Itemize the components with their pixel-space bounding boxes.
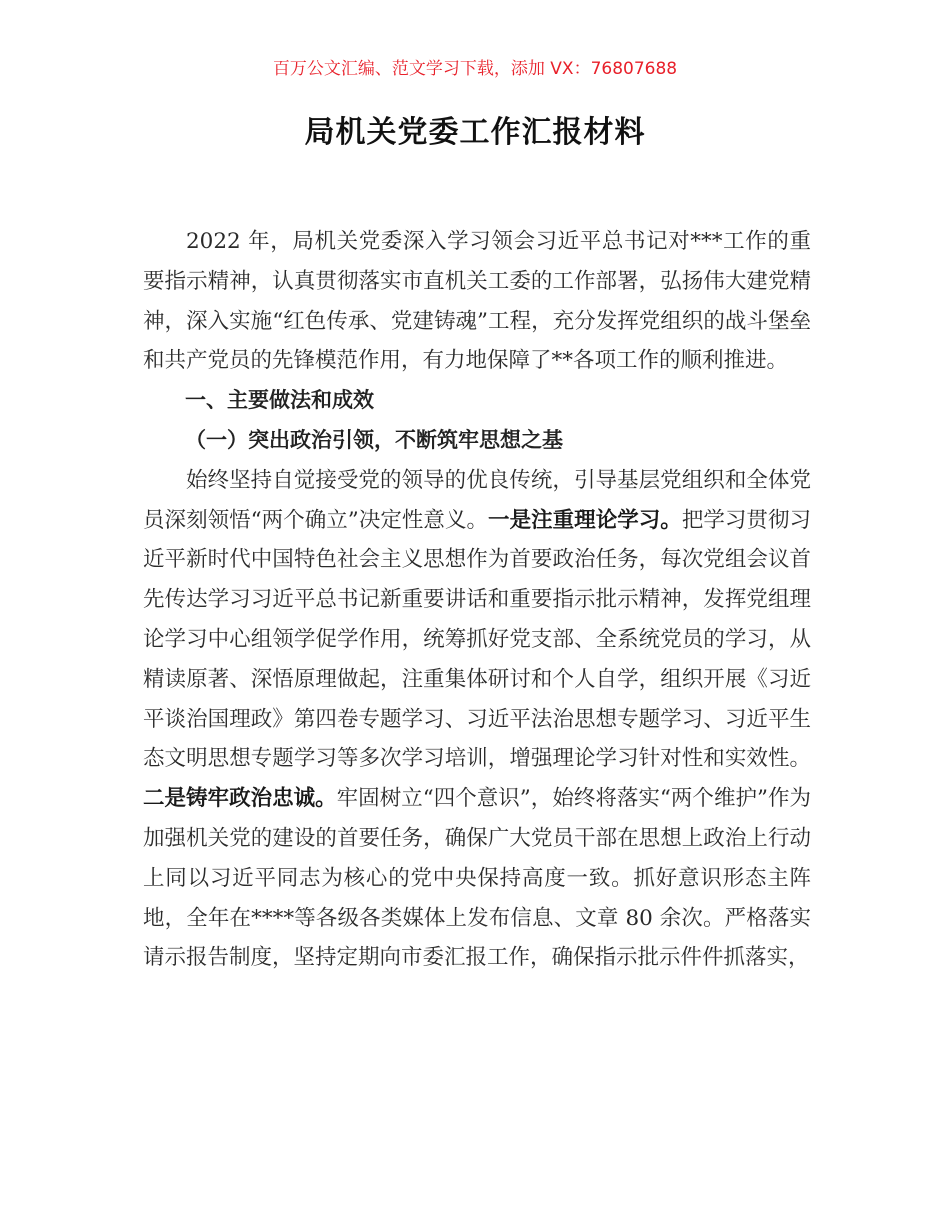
subsection-heading: （一）突出政治引领，不断筑牢思想之基 bbox=[185, 427, 563, 452]
paragraph-lead: 始终坚持自觉接受党的领导的优良传统，引导基层党组织和全体党员深刻领悟“两个确立”决定性意义。 bbox=[143, 467, 811, 533]
bold-point-1: 一是注重理论学习。 bbox=[488, 507, 682, 533]
point-1-text: 把学习贯彻习近平新时代中国特色社会主义思想作为首要政治任务，每次党组会议首先传达学习习近平总书记新重要讲话和重要指示批示精神，发挥党组理论学习中心组领学促学作用，统筹抓好党支部、全系统党员的学习，从精读原著、深悟原理做起，注重集体研讨和个人自学，组织开展《习近平谈治国理政》第四卷专题学习、习近平法治思想专题学习、习近平生态文明思想专题学习等多次学习培训，增强理论学习针对性和实效性。 bbox=[143, 507, 811, 772]
intro-paragraph: 2022 年，局机关党委深入学习领会习近平总书记对***工作的重要指示精神，认真贯彻落实市直机关工委的工作部署，弘扬伟大建党精神，深入实施“红色传承、党建铸魂”工程，充分发挥党组织的战斗堡垒和共产党员的先锋模范作用，有力地保障了**各项工作的顺利推进。 bbox=[143, 229, 811, 374]
document-title: 局机关党委工作汇报材料 bbox=[304, 115, 646, 150]
body-paragraph bbox=[143, 461, 811, 978]
section-heading: 一、主要做法和成效 bbox=[185, 388, 374, 413]
watermark-banner: 百万公文汇编、范文学习下载，添加 VX：76807688 bbox=[272, 59, 678, 79]
bold-point-2: 二是铸牢政治忠诚。 bbox=[143, 786, 337, 812]
document-body bbox=[143, 222, 811, 978]
point-2-text: 牢固树立“四个意识”，始终将落实“两个维护”作为加强机关党的建设的首要任务，确保广大党员干部在思想上政治上行动上同以习近平同志为核心的党中央保持高度一致。抓好意识形态主阵地，全年在****等各级各类媒体上发布信息、文章 80 余次。严格落实请示报告制度，坚持定期向市委汇报工作，确保指示批示件件抓落实， bbox=[143, 786, 811, 971]
